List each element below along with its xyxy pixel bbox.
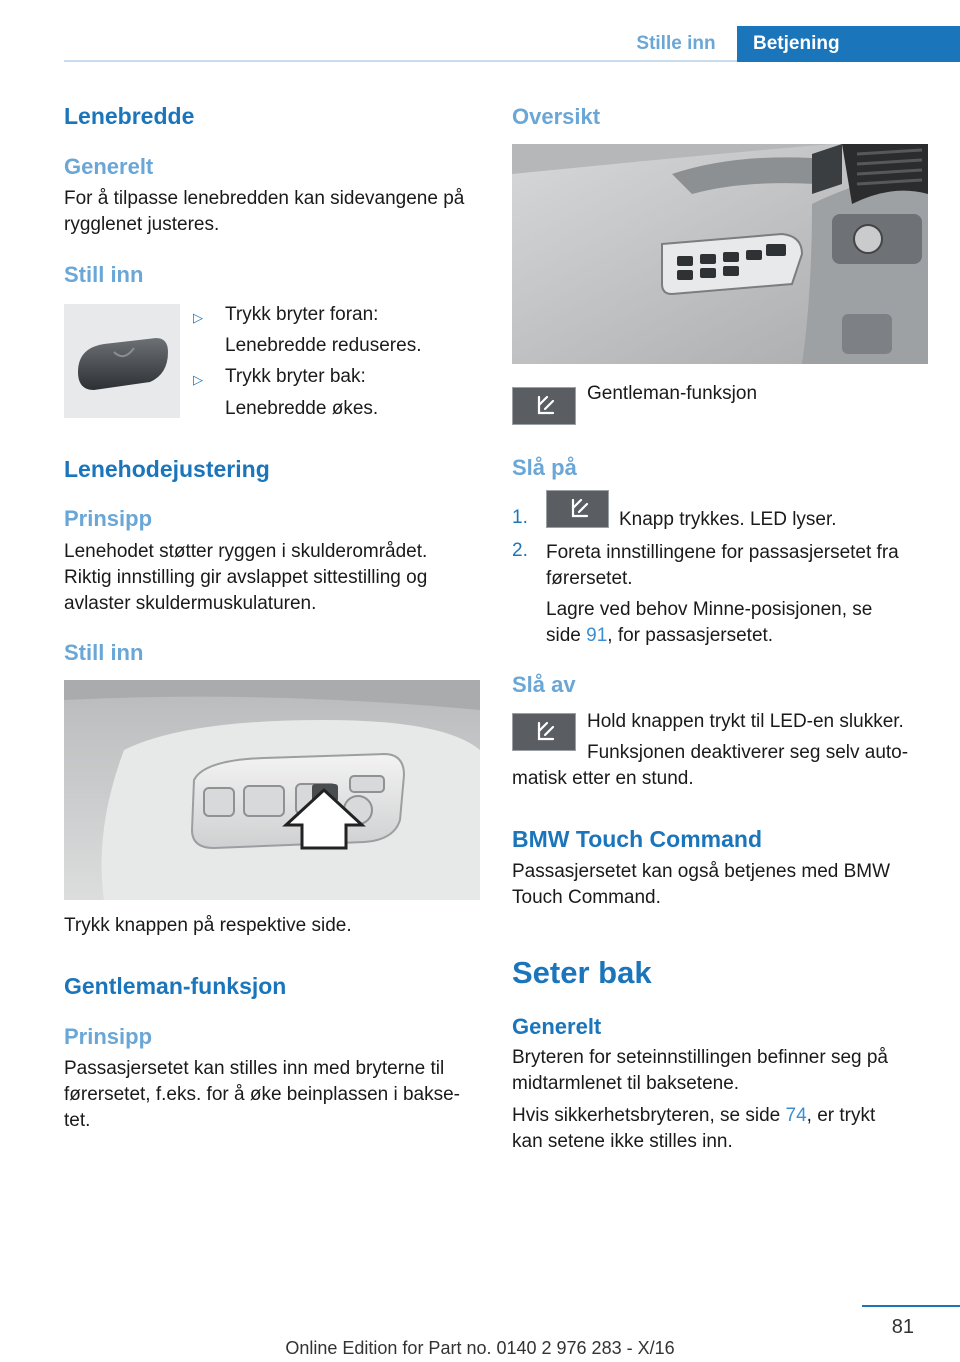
page-number: 81 <box>891 1316 914 1338</box>
gentleman-function-button-icon <box>512 713 576 751</box>
subheading-sla-av: Slå av <box>512 672 576 697</box>
paragraph-line-with-link: Hvis sikkerhetsbryteren, se side 74, er trykt <box>512 1105 876 1126</box>
footer-rule <box>862 1305 960 1307</box>
step-number: 2. <box>512 540 528 561</box>
subheading-prinsipp: Prinsipp <box>64 506 153 531</box>
paragraph-line: matisk etter en stund. <box>512 768 694 789</box>
step-text: Knapp trykkes. LED lyser. <box>619 509 837 530</box>
door-panel-image <box>512 144 928 364</box>
heading-lenebredde: Lenebredde <box>64 103 195 129</box>
step-text: Lagre ved behov Minne-posisjonen, se <box>546 599 873 620</box>
paragraph-line: førersetet, f.eks. for å øke beinplassen i bakse- <box>64 1084 461 1105</box>
paragraph-line: Lenehodet støtter ryggen i skulderområdet. <box>64 541 428 562</box>
paragraph-line: Funksjonen deaktiverer seg selv auto- <box>587 742 909 763</box>
paragraph-line: rygglenet justeres. <box>64 214 220 235</box>
bullet-triangle-icon: ▷ <box>193 310 203 325</box>
heading-bmw-touch-command: BMW Touch Command <box>512 826 762 852</box>
seat-controls-image <box>64 680 480 900</box>
step-text: Foreta innstillingene for passasjersetet fra <box>546 542 899 563</box>
paragraph-line: midtarmlenet til baksetene. <box>512 1073 740 1094</box>
bullet-text: Lenebredde økes. <box>225 398 379 419</box>
subheading-oversikt: Oversikt <box>512 104 601 129</box>
header-chapter-tab[interactable]: Betjening <box>737 26 960 62</box>
gentleman-function-button-icon <box>546 490 609 528</box>
bullet-text: Lenebredde reduseres. <box>225 335 422 356</box>
paragraph-line: kan setene ikke stilles inn. <box>512 1131 733 1152</box>
paragraph-line: Passasjersetet kan stilles inn med bryterne til <box>64 1058 445 1079</box>
paragraph-line: Passasjersetet kan også betjenes med BMW <box>512 861 891 882</box>
heading-seter-bak: Seter bak <box>512 955 652 990</box>
subheading-still-inn: Still inn <box>64 640 144 665</box>
width-switch-image <box>64 304 180 418</box>
subheading-sla-pa: Slå på <box>512 455 577 480</box>
subheading-generelt: Generelt <box>512 1014 602 1039</box>
subheading-still-inn: Still inn <box>64 262 144 287</box>
gentleman-function-button-icon <box>512 387 576 425</box>
paragraph-line: Hold knappen trykt til LED-en slukker. <box>587 711 904 732</box>
step-text-with-link: side 91, for passasjersetet. <box>546 625 774 646</box>
paragraph-line: Bryteren for seteinnstillingen befinner seg på <box>512 1047 889 1068</box>
page-link[interactable]: 91 <box>586 625 608 646</box>
heading-lenehodejustering: Lenehodejustering <box>64 456 270 482</box>
heading-gentleman-funksjon: Gentleman-funksjon <box>64 973 287 999</box>
paragraph-line: Touch Command. <box>512 887 661 908</box>
subheading-generelt: Generelt <box>64 154 154 179</box>
paragraph-line: Riktig innstilling gir avslappet sittestilling og <box>64 567 428 588</box>
gentleman-label: Gentleman-funksjon <box>587 383 758 404</box>
bullet-triangle-icon: ▷ <box>193 372 203 387</box>
header-section-tab[interactable]: Stille inn <box>636 33 716 54</box>
footer-edition-text: Online Edition for Part no. 0140 2 976 283 - X/16 <box>285 1338 675 1358</box>
step-text: førersetet. <box>546 568 633 589</box>
bullet-text: Trykk bryter foran: <box>225 304 379 325</box>
paragraph-line: For å tilpasse lenebredden kan sidevangene på <box>64 188 465 209</box>
bullet-text: Trykk bryter bak: <box>225 366 366 387</box>
step-number: 1. <box>512 507 528 528</box>
image-caption: Trykk knappen på respektive side. <box>64 915 352 936</box>
subheading-prinsipp: Prinsipp <box>64 1024 153 1049</box>
page-link[interactable]: 74 <box>785 1105 807 1126</box>
paragraph-line: avlaster skuldermuskulaturen. <box>64 593 317 614</box>
paragraph-line: tet. <box>64 1110 91 1131</box>
